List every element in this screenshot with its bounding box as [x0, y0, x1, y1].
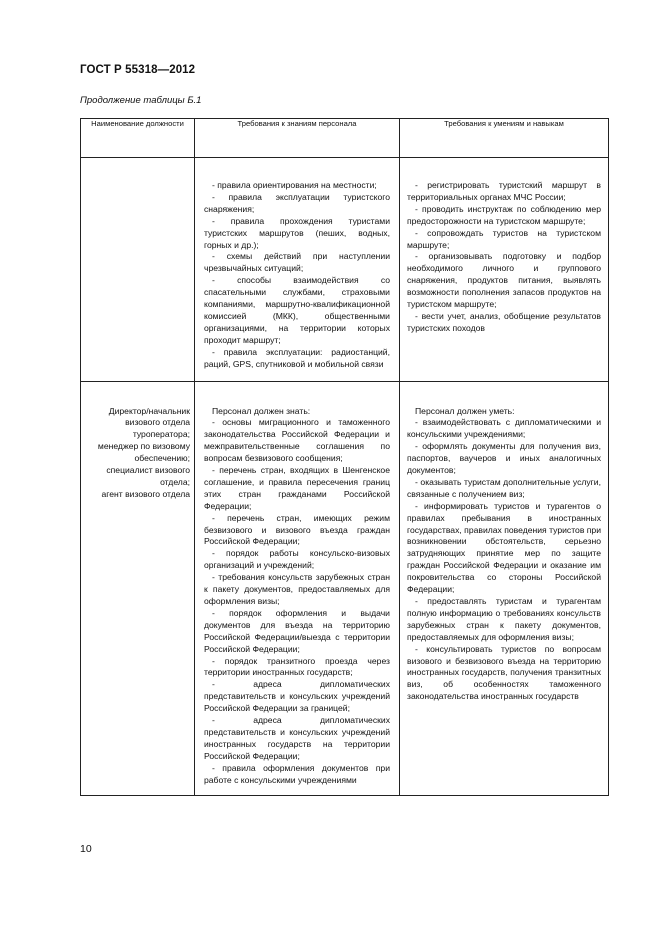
document-code: ГОСТ Р 55318—2012 — [80, 64, 196, 76]
list-item: - сопровождать туристов на туристском маршруте; — [407, 227, 601, 250]
list-item: - способы взаимодействия со спасательными службами, страховыми компаниями, маршрутно-квалификационной комиссией (МКК), общественными организациями, на территории которых проходит маршрут; — [204, 275, 390, 345]
table-row — [81, 158, 609, 382]
list-item: - перечень стран, входящих в Шенгенское соглашение, и правила пересечения границ этих стран гражданами Российской Федерации; — [204, 465, 390, 511]
header-knowledge: Требования к знаниям персонала — [195, 119, 400, 158]
row1-knowledge — [195, 158, 400, 382]
row2-skills — [400, 381, 609, 795]
list-item: - вести учет, анализ, обобщение результатов туристских походов — [407, 310, 601, 333]
list-item: - оформлять документы для получения виз, паспортов, ваучеров и иных аналогичных документов; — [407, 441, 601, 476]
list-item: - порядок транзитного проезда через территории иностранных государств; — [204, 655, 390, 678]
list-item: - правила оформления документов при работе с консульскими учреждениями — [204, 762, 390, 785]
header-position: Наименование должности — [81, 119, 195, 158]
list-item: - взаимодействовать с дипломатическими и консульскими учреждениями; — [407, 417, 601, 440]
row2-knowledge — [195, 381, 400, 795]
list-item: - консультировать туристов по вопросам визового и безвизового въезда на территорию иностранных государств, получения транзитных виз, об особенностях таможенного законодательства иностранных государств — [407, 643, 601, 702]
row2-positions — [81, 381, 195, 795]
list-item: - оказывать туристам дополнительные услуги, связанные с получением виз; — [407, 476, 601, 499]
list-item: - адреса дипломатических представительств и консульских учреждений иностранных государств на территории Российской Федерации; — [204, 715, 390, 761]
list-item: - правила прохождения туристами туристских маршрутов (пеших, водных, горных и др.); — [204, 215, 390, 250]
list-item: - требования консульств зарубежных стран к пакету документов, предоставляемых для оформления визы; — [204, 572, 390, 606]
position-item: Директор/начальник визового отдела туроператора; — [108, 405, 190, 440]
table-row — [81, 381, 609, 795]
list-item: - информировать туристов и турагентов о правилах пребывания в иностранных государствах, правилах поведения туристов при возникновении обстоятельств, серьезно затрудняющих принятие мер по защите граждан Российской Федерации и оказание им покровительства со стороны Российской Федерации; — [407, 500, 602, 595]
row1-position — [81, 158, 195, 382]
table-header-row — [81, 119, 609, 158]
page-number: 10 — [80, 843, 92, 855]
table-caption: Продолжение таблицы Б.1 — [80, 95, 202, 106]
list-item: - перечень стран, имеющих режим безвизового и визового въезда граждан Российской Федерации; — [204, 512, 390, 547]
list-item: - организовывать подготовку и подбор необходимого личного и группового снаряжения, продуктов питания, выявлять возможности пополнения запасов продуктов на туристском маршруте; — [407, 251, 601, 310]
row1-skills — [400, 158, 609, 382]
list-item: - регистрировать туристский маршрут в территориальных органах МЧС России; — [407, 180, 601, 202]
list-item: - правила ориентирования на местности; — [212, 180, 377, 190]
list-item: - порядок оформления и выдачи документов для въезда на территорию Российской Федерации/выезда с территории Российской Федерации; — [204, 607, 390, 654]
position-item: специалист визового отдела; — [106, 465, 190, 487]
list-item: - основы миграционного и таможенного законодательства Российской Федерации и межправительственные соглашения по вопросам безвизового сообщения; — [204, 417, 390, 464]
list-item: - предоставлять туристам и турагентам полную информацию о требованиях консульств зарубежных стран к пакету документов, предоставляемых для оформления визы; — [407, 596, 601, 642]
list-item: - схемы действий при наступлении чрезвычайных ситуаций; — [204, 251, 390, 274]
knowledge-intro: Персонал должен знать: — [212, 405, 311, 416]
list-item: - проводить инструктаж по соблюдению мер предосторожности на туристском маршруте; — [407, 203, 601, 226]
list-item: - правила эксплуатации: радиостанций, раций, GPS, спутниковой и мобильной связи — [204, 346, 390, 369]
list-item: - адреса дипломатических представительств и консульских учреждений Российской Федерации за границей; — [204, 679, 390, 714]
position-item: менеджер по визовому обеспечению; — [97, 441, 190, 464]
position-item: агент визового отдела — [101, 488, 190, 499]
requirements-table — [80, 118, 609, 796]
list-item: - правила эксплуатации туристского снаряжения; — [204, 191, 390, 214]
skills-intro: Персонал должен уметь: — [415, 405, 515, 416]
header-skills: Требования к умениям и навыкам — [400, 119, 609, 158]
list-item: - порядок работы консульско-визовых организаций и учреждений; — [204, 548, 390, 571]
